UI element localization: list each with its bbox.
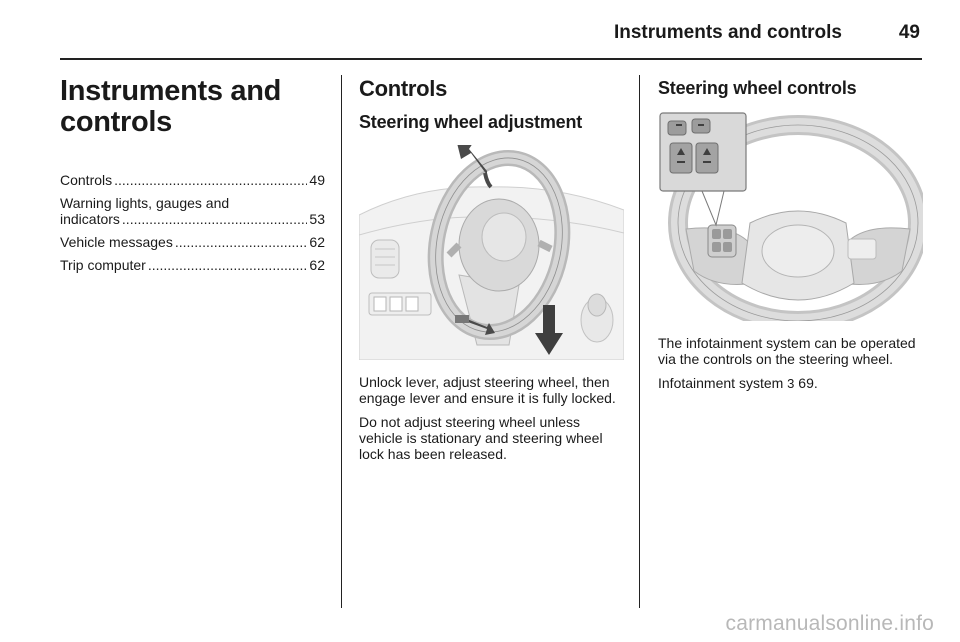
page-reference-icon: 3 (787, 376, 795, 391)
paragraph: Unlock lever, adjust steering wheel, then engage lever and ensure it is fully locked. (359, 374, 616, 406)
subsection-heading: Steering wheel adjustment (359, 112, 583, 132)
toc-entry-title-line-1: Warning lights, gauges and (60, 195, 230, 211)
reference-page: 69. (798, 375, 818, 391)
paragraph: Do not adjust steering wheel unless vehicle is stationary and steering wheel lock has been released. (359, 414, 603, 462)
section-heading: Controls (359, 76, 448, 101)
table-of-contents (60, 172, 325, 273)
page-number: 49 (898, 22, 920, 43)
paragraph: The infotainment system can be operated via the controls on the steering wheel. (658, 335, 916, 367)
cross-reference[interactable] (658, 375, 923, 392)
watermark: carmanualsonline.info (725, 612, 934, 635)
controls-callout-box (660, 113, 746, 191)
switch-panel (369, 293, 431, 315)
toc-entry-title: Controls (60, 172, 113, 188)
toc-entry-page: 49 (309, 172, 325, 188)
chapter-title-line-2: controls (60, 106, 172, 138)
steering-wheel-adjustment-illustration (359, 145, 624, 360)
column-divider-2 (639, 75, 640, 608)
controls-column (359, 76, 624, 470)
column-divider-1 (341, 75, 342, 608)
toc-leader-dots (175, 234, 308, 250)
chapter-title-line-1: Instruments and (60, 75, 282, 107)
toc-entry-title-line-2: indicators (60, 211, 120, 227)
toc-entry-page: 62 (309, 234, 325, 250)
toc-entry-page: 62 (309, 257, 325, 273)
air-vent (371, 240, 399, 278)
toc-entry-controls[interactable] (60, 172, 325, 188)
toc-entry-warning-lights[interactable] (60, 195, 325, 227)
steering-wheel-controls-illustration (658, 111, 923, 321)
toc-entry-page: 53 (309, 211, 325, 227)
toc-entry-title: Vehicle messages (60, 234, 173, 250)
chapter-column (60, 76, 325, 280)
section-heading: Steering wheel controls (658, 78, 857, 98)
toc-leader-dots (148, 257, 308, 273)
header-rule (60, 58, 922, 60)
toc-entry-trip-computer[interactable] (60, 257, 325, 273)
toc-leader-dots (114, 172, 307, 188)
steering-controls-column (658, 78, 923, 400)
running-header-title: Instruments and controls (613, 22, 842, 43)
reference-text: Infotainment system (658, 375, 784, 391)
wheel-control-buttons (708, 225, 736, 257)
toc-entry-title: Trip computer (60, 257, 146, 273)
chapter-title (60, 76, 325, 138)
toc-leader-dots (122, 211, 308, 227)
toc-entry-vehicle-messages[interactable] (60, 234, 325, 250)
